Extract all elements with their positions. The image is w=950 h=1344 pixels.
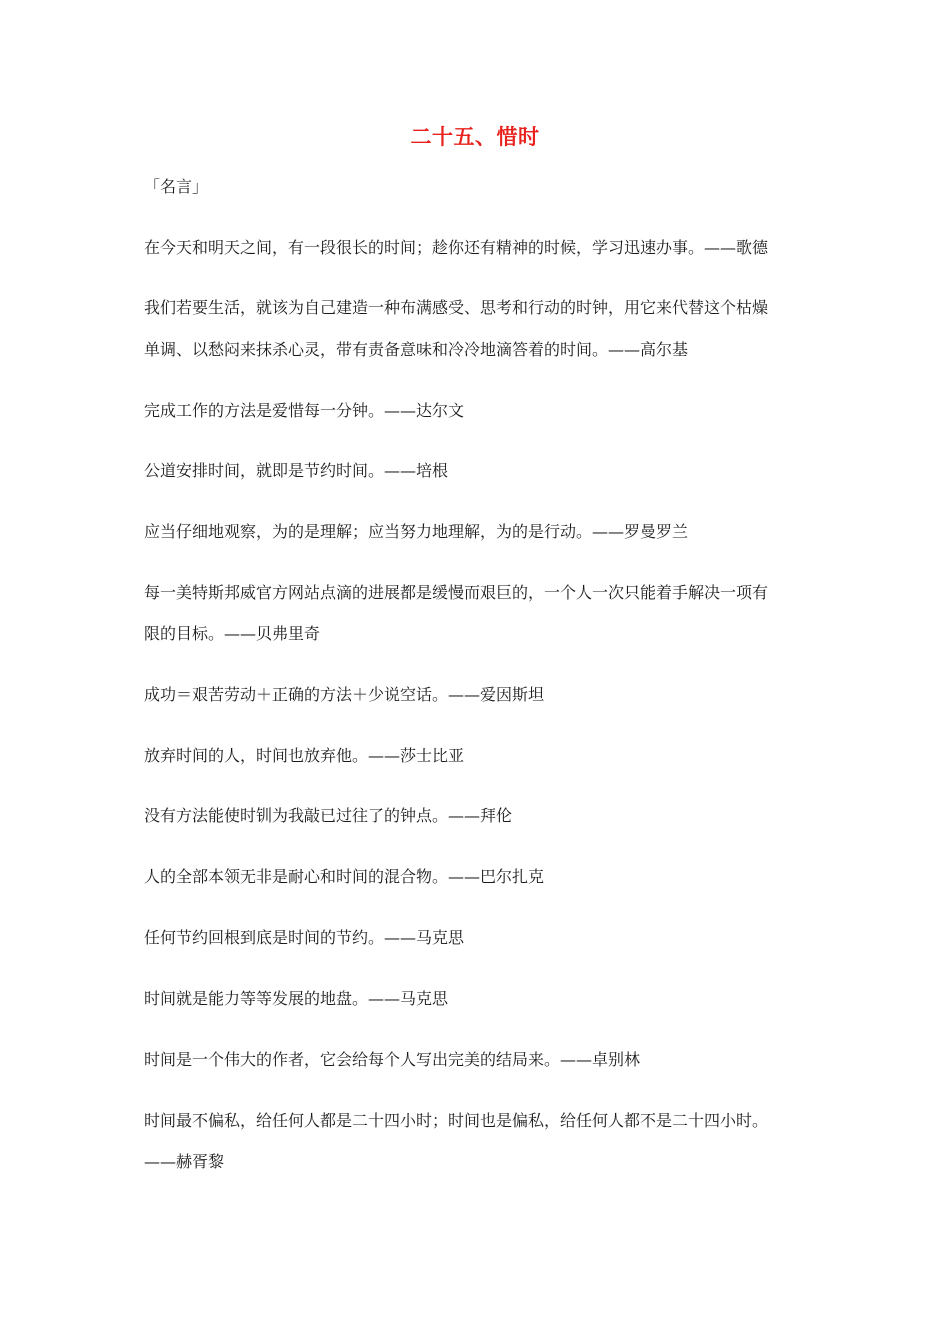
quote-line: 人的全部本领无非是耐心和时间的混合物。——巴尔扎克 <box>144 867 545 886</box>
page-title: 二十五、惜时 <box>410 125 540 149</box>
quote-line: ——赫胥黎 <box>144 1152 225 1171</box>
quote-line: 时间就是能力等等发展的地盘。——马克思 <box>144 989 449 1008</box>
quote-line: 时间最不偏私，给任何人都是二十四小时；时间也是偏私，给任何人都不是二十四小时。 <box>144 1111 769 1130</box>
quote-line: 在今天和明天之间，有一段很长的时间；趁你还有精神的时候，学习迅速办事。——歌德 <box>144 238 769 257</box>
quote-line: 任何节约回根到底是时间的节约。——马克思 <box>144 928 465 947</box>
quote-line: 没有方法能使时钏为我敲已过往了的钟点。——拜伦 <box>144 806 513 825</box>
quote-line: 我们若要生活，就该为自己建造一种布满感受、思考和行动的时钟，用它来代替这个枯燥 <box>144 298 769 317</box>
quote-line: 时间是一个伟大的作者，它会给每个人写出完美的结局来。——卓别林 <box>144 1050 641 1069</box>
section-label: 「名言」 <box>144 177 209 196</box>
quote-line: 限的目标。——贝弗里奇 <box>144 624 321 643</box>
quote-line: 应当仔细地观察，为的是理解；应当努力地理解，为的是行动。——罗曼罗兰 <box>144 522 689 541</box>
quote-line: 完成工作的方法是爱惜每一分钟。——达尔文 <box>144 401 465 420</box>
quote-line: 放弃时间的人，时间也放弃他。——莎士比亚 <box>144 746 465 765</box>
quote-line: 单调、以愁闷来抹杀心灵，带有责备意味和冷冷地滴答着的时间。——高尔基 <box>144 340 689 359</box>
quote-line: 每一美特斯邦威官方网站点滴的进展都是缓慢而艰巨的，一个人一次只能着手解决一项有 <box>144 583 769 602</box>
quote-line: 公道安排时间，就即是节约时间。——培根 <box>144 461 449 480</box>
quote-line: 成功＝艰苦劳动＋正确的方法＋少说空话。——爱因斯坦 <box>144 685 545 704</box>
